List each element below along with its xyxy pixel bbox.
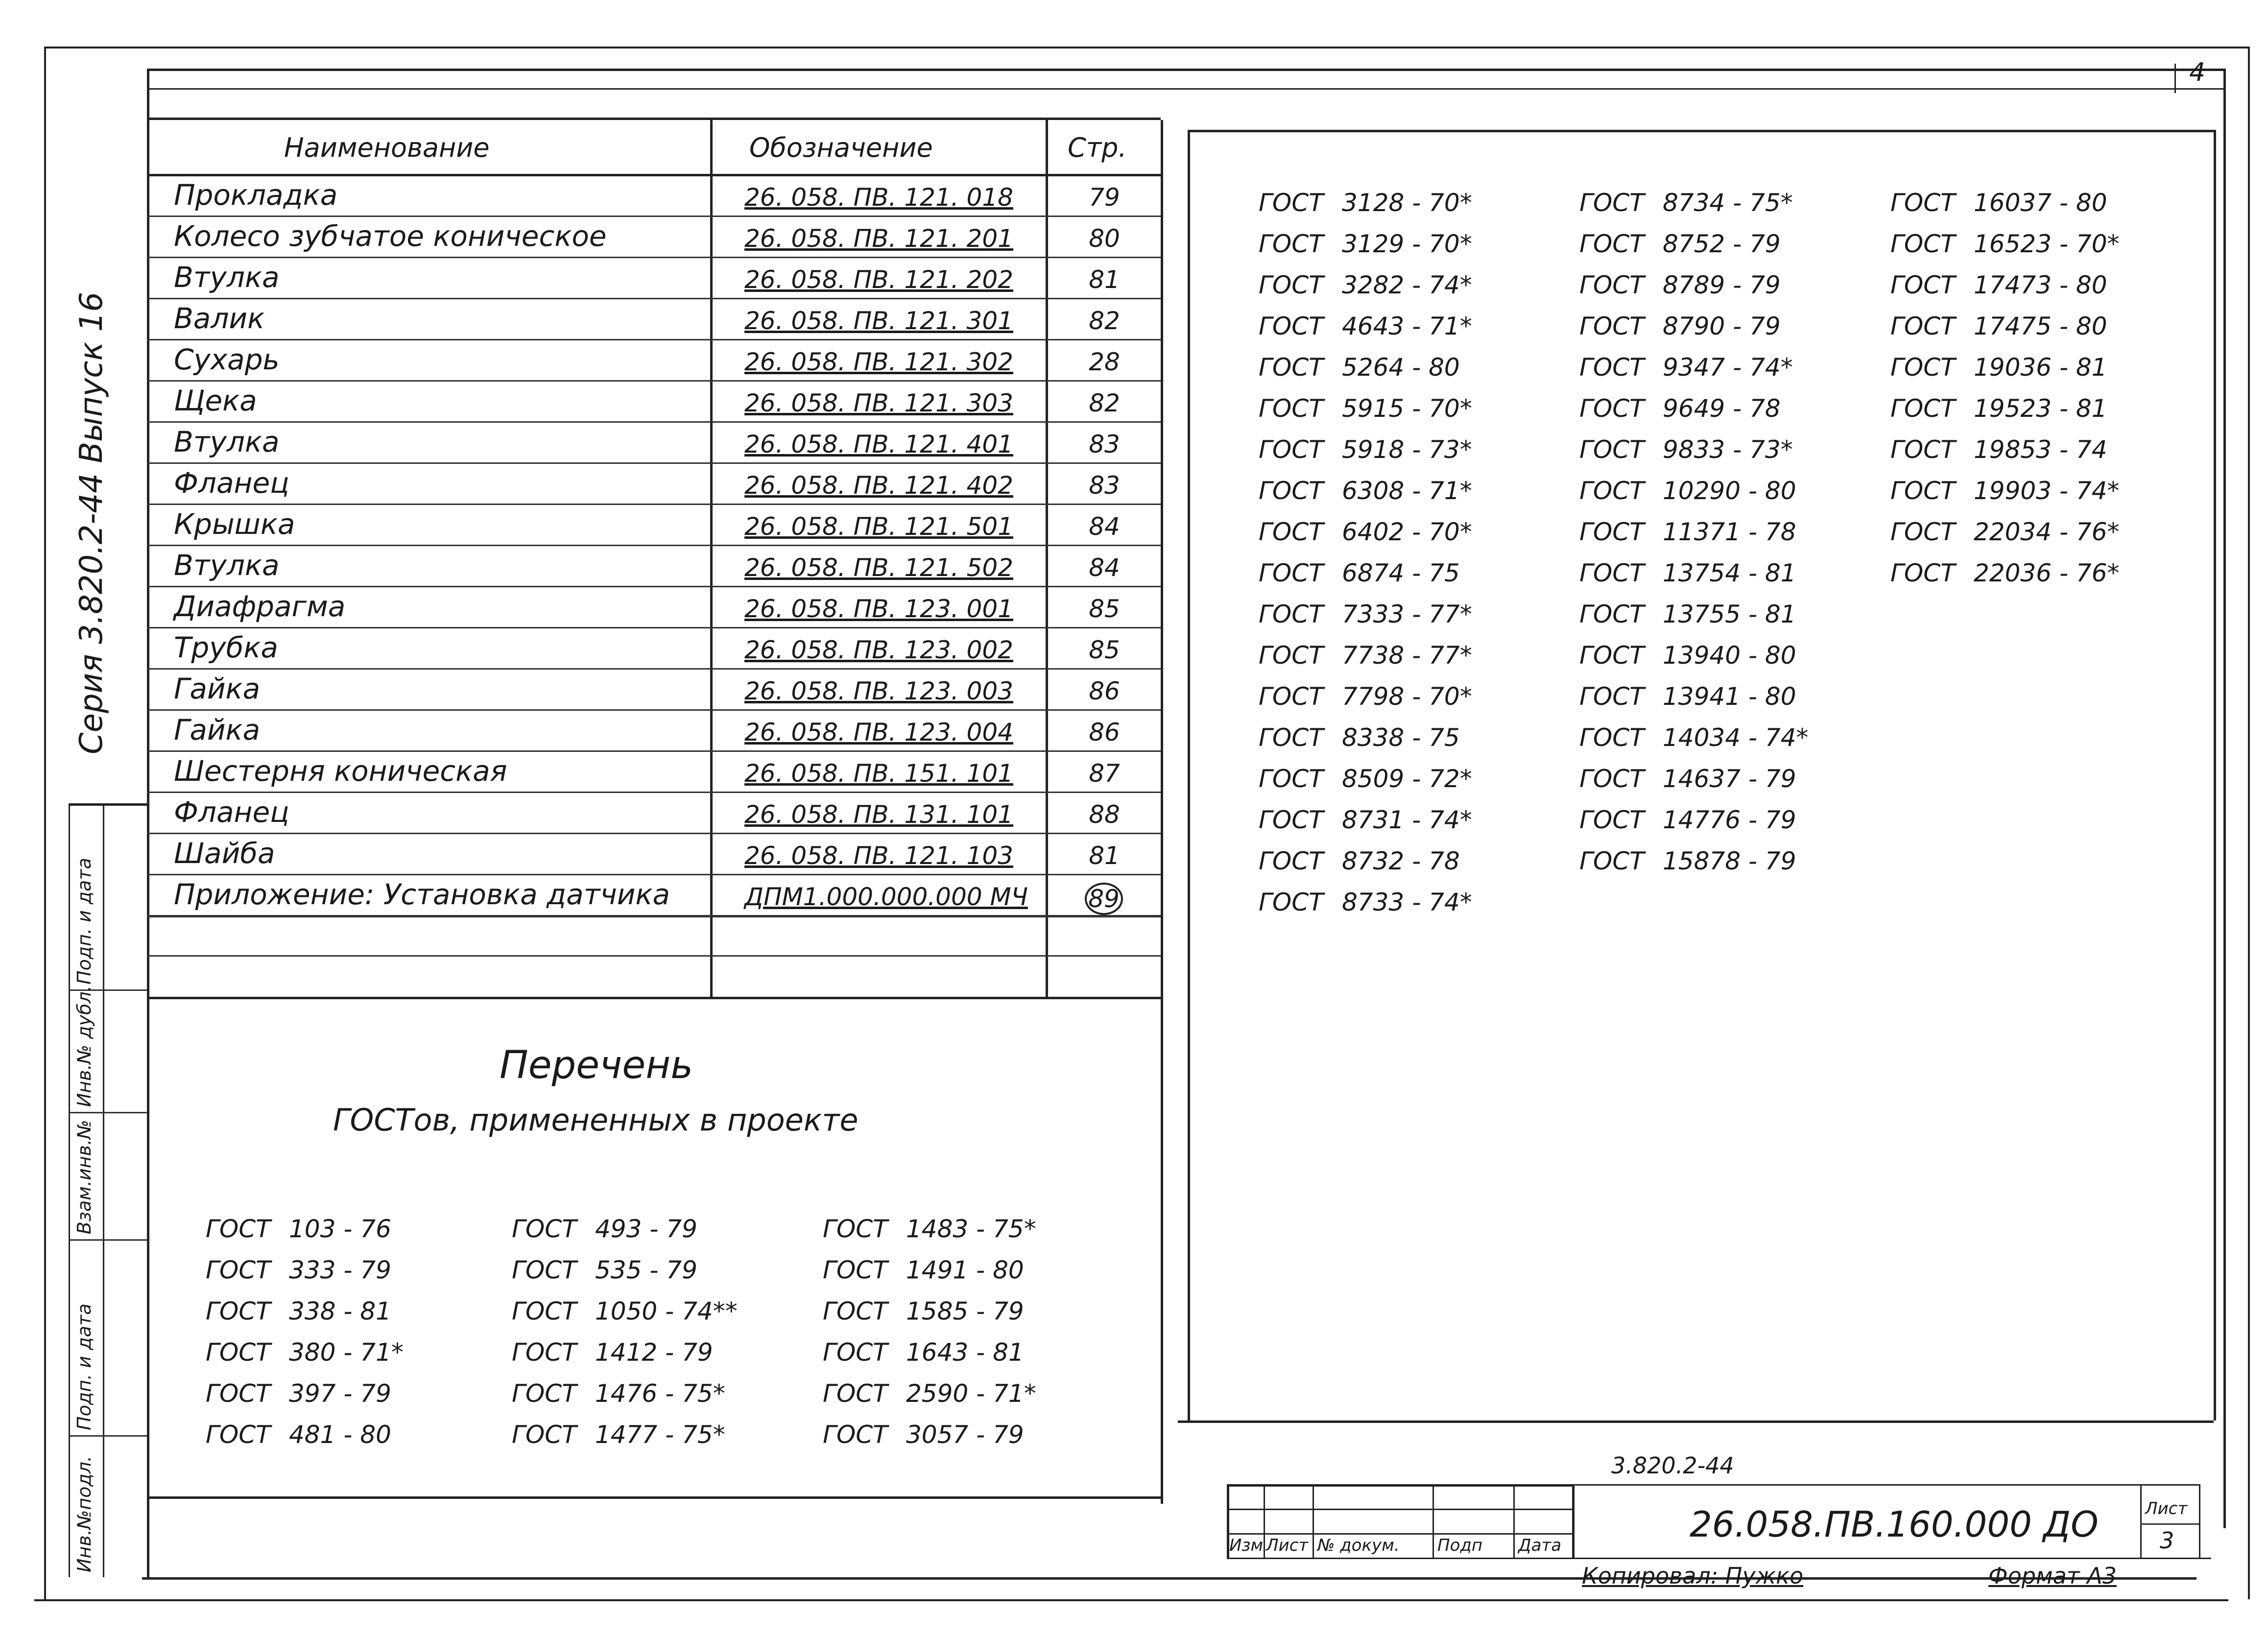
row-name: Втулка: [174, 261, 280, 294]
row-name: Сухарь: [174, 343, 280, 376]
gost-entry: ГОСТ 3129 - 70*: [1259, 230, 1472, 258]
row-page: 86: [1089, 677, 1120, 705]
col-list: Лист: [1266, 1536, 1309, 1555]
side-stamp-label-4: Инв.№ дубл.: [73, 986, 95, 1107]
row-designation: 26. 058. ПВ. 123. 002: [744, 636, 1013, 664]
row-page: 80: [1089, 224, 1120, 253]
col-sign: Подп: [1437, 1536, 1483, 1555]
gost-list-subtitle: ГОСТов, примененных в проекте: [333, 1102, 859, 1138]
gost-entry: ГОСТ 13755 - 81: [1579, 600, 1796, 628]
row-page: 84: [1089, 512, 1120, 541]
gost-entry: ГОСТ 14034 - 74*: [1579, 723, 1809, 752]
row-page: 83: [1089, 430, 1120, 458]
row-name: Фланец: [174, 466, 289, 500]
row-name: Фланец: [174, 795, 289, 829]
row-page: 82: [1089, 307, 1120, 335]
gost-entry: ГОСТ 19523 - 81: [1890, 394, 2107, 423]
row-designation: 26. 058. ПВ. 121. 401: [744, 430, 1013, 458]
gost-entry: ГОСТ 3128 - 70*: [1259, 189, 1472, 217]
gost-entry: ГОСТ 481 - 80: [206, 1420, 391, 1449]
gost-entry: ГОСТ 16523 - 70*: [1890, 230, 2120, 258]
row-designation: 26. 058. ПВ. 151. 101: [744, 759, 1013, 788]
gost-entry: ГОСТ 8790 - 79: [1579, 312, 1781, 340]
gost-entry: ГОСТ 14776 - 79: [1579, 806, 1796, 834]
row-page: 87: [1089, 759, 1120, 788]
gost-entry: ГОСТ 6402 - 70*: [1259, 518, 1472, 546]
row-designation: 26. 058. ПВ. 121. 018: [744, 183, 1013, 212]
gost-list-title: Перечень: [500, 1043, 693, 1087]
gost-entry: ГОСТ 19853 - 74: [1890, 435, 2107, 464]
gost-entry: ГОСТ 3057 - 79: [823, 1420, 1024, 1449]
row-designation: 26. 058. ПВ. 121. 302: [744, 348, 1013, 376]
gost-entry: ГОСТ 8509 - 72*: [1259, 765, 1472, 793]
gost-entry: ГОСТ 19036 - 81: [1890, 353, 2107, 382]
gost-entry: ГОСТ 1491 - 80: [823, 1256, 1024, 1284]
row-designation: ДПМ1.000.000.000 МЧ: [744, 883, 1028, 911]
col-izm: Изм: [1229, 1536, 1264, 1555]
row-page: 83: [1089, 471, 1120, 500]
row-designation: 26. 058. ПВ. 121. 201: [744, 224, 1013, 253]
row-designation: 26. 058. ПВ. 121. 103: [744, 842, 1013, 870]
gost-entry: ГОСТ 1412 - 79: [512, 1338, 713, 1367]
gost-entry: ГОСТ 10290 - 80: [1579, 477, 1796, 505]
document-code: 26.058.ПВ.160.000 ДО: [1690, 1504, 2099, 1545]
gost-entry: ГОСТ 22036 - 76*: [1890, 559, 2120, 587]
gost-entry: ГОСТ 5918 - 73*: [1259, 435, 1472, 464]
side-stamp-label-3: Взам.инв.№: [73, 1120, 95, 1234]
row-designation: 26. 058. ПВ. 121. 202: [744, 265, 1013, 294]
gost-entry: ГОСТ 11371 - 78: [1579, 518, 1796, 546]
side-stamp-label-1: Инв.№подл.: [73, 1455, 95, 1572]
gost-entry: ГОСТ 535 - 79: [512, 1256, 697, 1284]
row-name: Втулка: [174, 549, 280, 582]
gost-entry: ГОСТ 17473 - 80: [1890, 271, 2107, 299]
row-name: Щека: [174, 384, 257, 417]
row-page: 86: [1089, 718, 1120, 746]
row-name: Шестерня коническая: [174, 754, 507, 788]
row-name: Втулка: [174, 425, 280, 458]
copied-by: Копировал: Пужко: [1582, 1563, 1804, 1589]
format-label: Формат А3: [1988, 1563, 2117, 1589]
header-name: Наименование: [284, 132, 490, 163]
gost-entry: ГОСТ 7333 - 77*: [1259, 600, 1472, 628]
gost-entry: ГОСТ 13940 - 80: [1579, 641, 1796, 670]
gost-entry: ГОСТ 3282 - 74*: [1259, 271, 1472, 299]
gost-entry: ГОСТ 8732 - 78: [1259, 847, 1460, 875]
gost-entry: ГОСТ 397 - 79: [206, 1379, 391, 1408]
gost-entry: ГОСТ 1585 - 79: [823, 1297, 1024, 1325]
gost-entry: ГОСТ 380 - 71*: [206, 1338, 404, 1367]
gost-entry: ГОСТ 8734 - 75*: [1579, 189, 1793, 217]
header-page: Стр.: [1068, 132, 1127, 163]
gost-entry: ГОСТ 5915 - 70*: [1259, 394, 1472, 423]
row-designation: 26. 058. ПВ. 123. 001: [744, 595, 1013, 623]
row-designation: 26. 058. ПВ. 123. 003: [744, 677, 1013, 705]
gost-entry: ГОСТ 6874 - 75: [1259, 559, 1460, 587]
gost-entry: ГОСТ 1477 - 75*: [512, 1420, 725, 1449]
gost-entry: ГОСТ 1643 - 81: [823, 1338, 1024, 1367]
gost-entry: ГОСТ 4643 - 71*: [1259, 312, 1472, 340]
gost-entry: ГОСТ 1476 - 75*: [512, 1379, 725, 1408]
gost-entry: ГОСТ 7738 - 77*: [1259, 641, 1472, 670]
row-page: 28: [1089, 348, 1120, 376]
gost-entry: ГОСТ 9347 - 74*: [1579, 353, 1793, 382]
gost-entry: ГОСТ 1483 - 75*: [823, 1215, 1036, 1243]
row-name: Колесо зубчатое коническое: [174, 219, 607, 253]
row-name: Шайба: [174, 837, 275, 870]
row-designation: 26. 058. ПВ. 121. 502: [744, 553, 1013, 582]
gost-entry: ГОСТ 2590 - 71*: [823, 1379, 1036, 1408]
col-date: Дата: [1518, 1536, 1562, 1555]
row-page: 89: [1085, 883, 1123, 915]
gost-entry: ГОСТ 338 - 81: [206, 1297, 391, 1325]
gost-entry: ГОСТ 493 - 79: [512, 1215, 697, 1243]
row-designation: 26. 058. ПВ. 121. 501: [744, 512, 1013, 541]
gost-entry: ГОСТ 7798 - 70*: [1259, 682, 1472, 711]
row-designation: 26. 058. ПВ. 121. 402: [744, 471, 1013, 500]
gost-entry: ГОСТ 17475 - 80: [1890, 312, 2107, 340]
gost-entry: ГОСТ 13754 - 81: [1579, 559, 1796, 587]
row-page: 88: [1089, 800, 1120, 829]
row-name: Приложение: Установка датчика: [174, 878, 670, 911]
row-page: 81: [1089, 842, 1120, 870]
gost-entry: ГОСТ 5264 - 80: [1259, 353, 1460, 382]
row-name: Гайка: [174, 713, 261, 746]
gost-entry: ГОСТ 6308 - 71*: [1259, 477, 1472, 505]
gost-entry: ГОСТ 9833 - 73*: [1579, 435, 1793, 464]
side-stamp-label-2: Подп. и дата: [73, 1303, 95, 1430]
row-page: 79: [1089, 183, 1120, 212]
sheet-number: 3: [2160, 1527, 2174, 1554]
row-designation: 26. 058. ПВ. 123. 004: [744, 718, 1013, 746]
row-designation: 26. 058. ПВ. 121. 301: [744, 307, 1013, 335]
gost-entry: ГОСТ 14637 - 79: [1579, 765, 1796, 793]
gost-entry: ГОСТ 8752 - 79: [1579, 230, 1781, 258]
row-name: Прокладка: [174, 178, 338, 212]
row-designation: 26. 058. ПВ. 131. 101: [744, 800, 1013, 829]
header-designation: Обозначение: [749, 132, 933, 163]
sheet-corner-number: 4: [2189, 58, 2206, 87]
gost-entry: ГОСТ 1050 - 74**: [512, 1297, 738, 1325]
row-name: Трубка: [174, 631, 278, 664]
gost-entry: ГОСТ 19903 - 74*: [1890, 477, 2120, 505]
row-page: 85: [1089, 636, 1120, 664]
gost-entry: ГОСТ 13941 - 80: [1579, 682, 1796, 711]
gost-entry: ГОСТ 9649 - 78: [1579, 394, 1781, 423]
gost-entry: ГОСТ 103 - 76: [206, 1215, 391, 1243]
vertical-series-label: Серия 3.820.2-44 Выпуск 16: [73, 291, 110, 754]
gost-entry: ГОСТ 15878 - 79: [1579, 847, 1796, 875]
gost-entry: ГОСТ 8731 - 74*: [1259, 806, 1472, 834]
gost-entry: ГОСТ 8338 - 75: [1259, 723, 1460, 752]
gost-entry: ГОСТ 8733 - 74*: [1259, 888, 1472, 916]
side-stamp-label-5: Подп. и дата: [73, 858, 95, 985]
row-page: 82: [1089, 389, 1120, 417]
row-designation: 26. 058. ПВ. 121. 303: [744, 389, 1013, 417]
series-code: 3.820.2-44: [1611, 1452, 1734, 1479]
row-name: Диафрагма: [174, 590, 346, 623]
row-page: 81: [1089, 265, 1120, 294]
col-doc: № докум.: [1317, 1536, 1400, 1555]
gost-entry: ГОСТ 333 - 79: [206, 1256, 391, 1284]
gost-entry: ГОСТ 8789 - 79: [1579, 271, 1781, 299]
row-page: 84: [1089, 553, 1120, 582]
gost-entry: ГОСТ 22034 - 76*: [1890, 518, 2120, 546]
gost-entry: ГОСТ 16037 - 80: [1890, 189, 2107, 217]
row-page: 85: [1089, 595, 1120, 623]
row-name: Крышка: [174, 507, 295, 541]
row-name: Валик: [174, 302, 265, 335]
row-name: Гайка: [174, 672, 261, 705]
sheet-label: Лист: [2145, 1499, 2188, 1518]
